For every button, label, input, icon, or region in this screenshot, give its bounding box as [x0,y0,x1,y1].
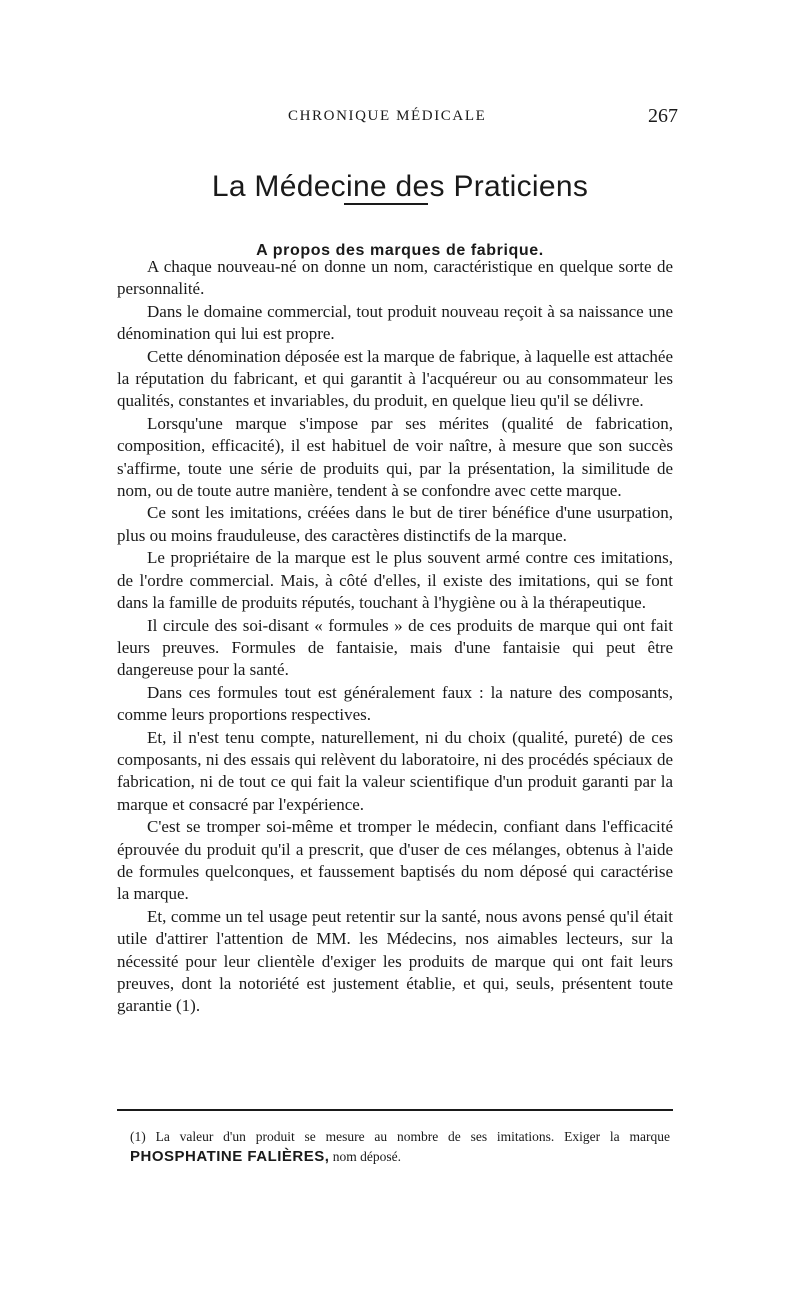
footnote-divider [117,1109,673,1111]
paragraph: Il circule des soi-disant « formules » de ces produits de marque qui ont fait leurs preuves. Formules de fantaisie, mais d'une fantaisie qui peut être dangereuse pour la santé. [117,615,673,680]
article-body [117,256,673,1018]
article-title: La Médecine des Praticiens [211,170,589,204]
paragraph: Cette dénomination déposée est la marque de fabrique, à laquelle est attachée la réputation du fabricant, et qui garantit à l'acquéreur ou au consommateur les qualités, constantes et invariables, du produit, en quelque lieu qu'il se délivre. [117,346,673,411]
paragraph: Dans ces formules tout est généralement faux : la nature des composants, comme leurs proportions respectives. [117,682,673,725]
title-divider [344,203,428,205]
paragraph: A chaque nouveau-né on donne un nom, caractéristique en quelque sorte de personnalité. [117,257,673,299]
paragraph: Dans le domaine commercial, tout produit nouveau reçoit à sa naissance une dénomination qui lui est propre. [117,301,673,344]
paragraph: Le propriétaire de la marque est le plus souvent armé contre ces imitations, de l'ordre commercial. Mais, à côté d'elles, il existe des imitations, qui se font dans la famille de produits réputés, touchant à l'hygiène ou à la thérapeutique. [117,548,673,613]
footnote-text-end: nom déposé. [332,1149,402,1164]
running-title: CHRONIQUE MÉDICALE [288,108,487,124]
page-number: 267 [648,105,678,127]
footnote [130,1127,670,1167]
paragraph: Et, il n'est tenu compte, naturellement, ni du choix (qualité, pureté) de ces composants, ni des essais qui relèvent du laboratoire, ni des procédés spéciaux de fabrication, ni de tout ce qui fait la valeur scientifique d'un produit garanti par la marque et consacré par l'expérience. [117,727,673,814]
footnote-brand: PHOSPHATINE FALIÈRES, [130,1148,330,1165]
article-subtitle: A propos des marques de fabrique. [256,242,544,260]
paragraph: C'est se tromper soi-même et tromper le médecin, confiant dans l'efficacité éprouvée du produit qu'il a prescrit, que d'user de ces mélanges, obtenus à l'aide de formules quelconques, et faussement baptisés du nom déposé qui caractérise la marque. [117,817,673,904]
footnote-text: (1) La valeur d'un produit se mesure au nombre de ses imitations. Exiger la marque [130,1129,670,1144]
paragraph: Lorsqu'une marque s'impose par ses mérites (qualité de fabrication, composition, efficacité), il est habituel de voir naître, à mesure que son succès s'affirme, toute une série de produits qui, par la présentation, la similitude de nom, ou de toute autre manière, tendent à se confondre avec cette marque. [117,413,673,501]
paragraph: Et, comme un tel usage peut retentir sur la santé, nous avons pensé qu'il était utile d'attirer l'attention de MM. les Médecins, nos aimables lecteurs, sur la nécessité pour leur clientèle d'exiger les produits de marque qui ont fait leurs preuves, dont la notoriété est justement établie, et qui, seuls, présentent toute garantie (1). [117,906,673,1016]
paragraph: Ce sont les imitations, créées dans le but de tirer bénéfice d'une usurpation, plus ou moins frauduleuse, des caractères distinctifs de la marque. [117,503,673,545]
